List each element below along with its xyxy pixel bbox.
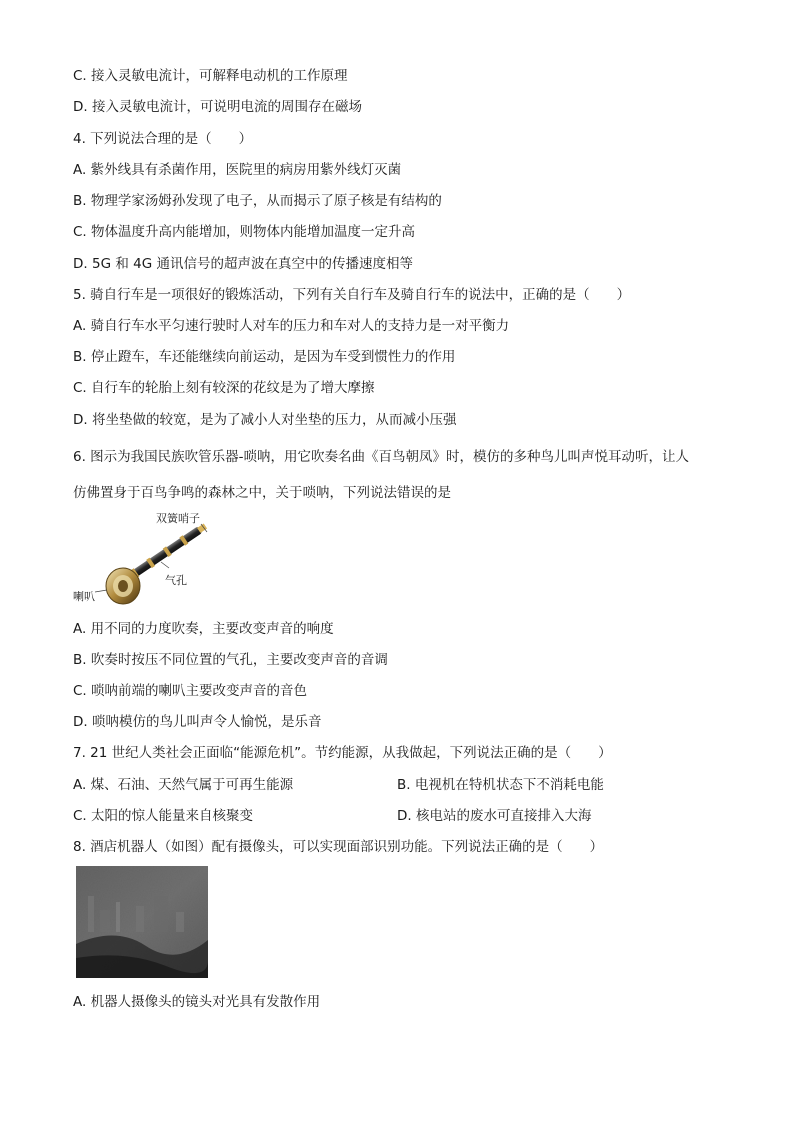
label-reed: 双簧哨子 bbox=[156, 512, 200, 525]
q7-option-c: C. 太阳的惊人能量来自核聚变 bbox=[73, 808, 254, 824]
q6-stem-line2: 仿佛置身于百鸟争鸣的森林之中，关于唢呐，下列说法错误的是 bbox=[73, 485, 451, 501]
q4-stem: 4. 下列说法合理的是（ ） bbox=[73, 131, 253, 147]
label-horn: 喇叭 bbox=[73, 590, 95, 603]
robot-photo-image bbox=[76, 866, 208, 978]
q8-stem: 8. 酒店机器人（如图）配有摄像头，可以实现面部识别功能。下列说法正确的是（ ） bbox=[73, 839, 604, 855]
q6-option-c: C. 唢呐前端的喇叭主要改变声音的音色 bbox=[73, 683, 308, 699]
q5-option-b: B. 停止蹬车，车还能继续向前运动，是因为车受到惯性力的作用 bbox=[73, 349, 456, 365]
q3-option-c: C. 接入灵敏电流计，可解释电动机的工作原理 bbox=[73, 68, 348, 84]
q4-option-b: B. 物理学家汤姆孙发现了电子，从而揭示了原子核是有结构的 bbox=[73, 193, 442, 209]
q6-option-d: D. 唢呐模仿的鸟儿叫声令人愉悦，是乐音 bbox=[73, 714, 322, 730]
q8-option-a: A. 机器人摄像头的镜头对光具有发散作用 bbox=[73, 994, 321, 1010]
suona-figure bbox=[73, 506, 223, 606]
q7-stem: 7. 21 世纪人类社会正面临“能源危机”。节约能源，从我做起，下列说法正确的是（ ） bbox=[73, 745, 612, 761]
q6-option-b: B. 吹奏时按压不同位置的气孔，主要改变声音的音调 bbox=[73, 652, 388, 668]
q4-option-a: A. 紫外线具有杀菌作用，医院里的病房用紫外线灯灭菌 bbox=[73, 162, 402, 178]
q3-option-d: D. 接入灵敏电流计，可说明电流的周围存在磁场 bbox=[73, 99, 362, 115]
q7-option-b: B. 电视机在特机状态下不消耗电能 bbox=[397, 777, 604, 793]
robot-photo bbox=[76, 866, 208, 978]
q6-stem-line1: 6. 图示为我国民族吹管乐器-唢呐，用它吹奏名曲《百鸟朝凤》时，模仿的多种鸟儿叫声悦耳动听，让人 bbox=[73, 449, 690, 465]
q5-option-c: C. 自行车的轮胎上刻有较深的花纹是为了增大摩擦 bbox=[73, 380, 375, 396]
q7-option-d: D. 核电站的废水可直接排入大海 bbox=[397, 808, 592, 824]
q6-option-a: A. 用不同的力度吹奏，主要改变声音的响度 bbox=[73, 621, 334, 637]
q4-option-c: C. 物体温度升高内能增加，则物体内能增加温度一定升高 bbox=[73, 224, 416, 240]
q5-stem: 5. 骑自行车是一项很好的锻炼活动，下列有关自行车及骑自行车的说法中，正确的是（ ） bbox=[73, 287, 631, 303]
q5-option-d: D. 将坐垫做的较宽，是为了减小人对坐垫的压力，从而减小压强 bbox=[73, 412, 457, 428]
label-hole: 气孔 bbox=[165, 574, 187, 587]
q7-option-a: A. 煤、石油、天然气属于可再生能源 bbox=[73, 777, 294, 793]
q5-option-a: A. 骑自行车水平匀速行驶时人对车的压力和车对人的支持力是一对平衡力 bbox=[73, 318, 510, 334]
q4-option-d: D. 5G 和 4G 通讯信号的超声波在真空中的传播速度相等 bbox=[73, 256, 413, 272]
suona-illustration bbox=[73, 506, 223, 606]
